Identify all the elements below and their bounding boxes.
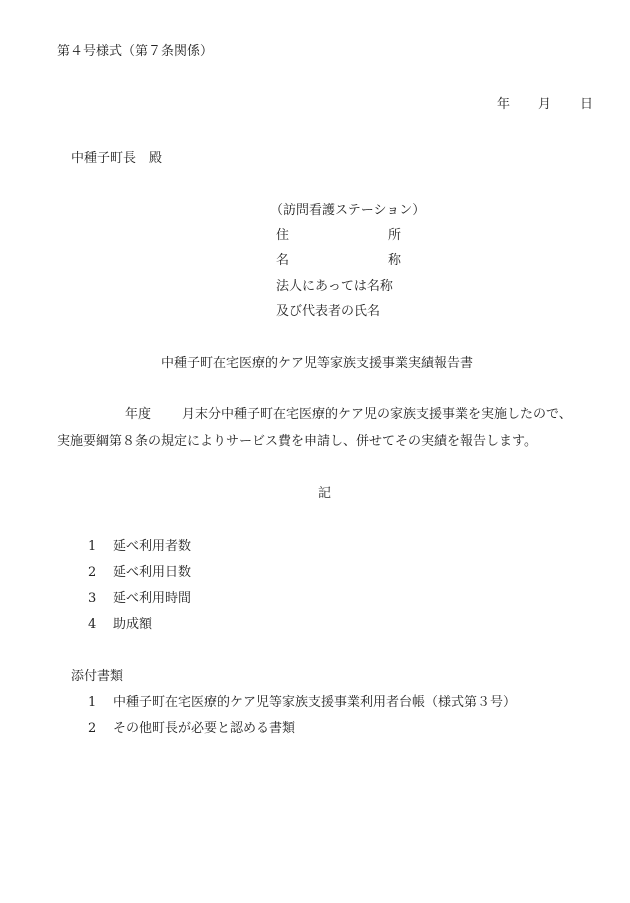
addressee: 中種子町長 殿 [71,151,163,166]
corp-label-line2: 及び代表者の氏名 [276,304,381,319]
ki-label: 記 [318,486,332,501]
item-1-num: 1 [88,539,97,554]
attachment-1-label: 中種子町在宅医療的ケア児等家族支援事業利用者台帳（様式第３号） [113,695,517,710]
item-2-num: 2 [88,565,97,580]
body-line1: 月末分中種子町在宅医療的ケア児の家族支援事業を実施したので、 [182,407,572,422]
item-3-num: 3 [88,591,97,606]
attachment-2-num: 2 [88,721,97,736]
applicant-org-type: （訪問看護ステーション） [270,203,426,218]
body-line2: 実施要綱第８条の規定によりサービス費を申請し、併せてその実績を報告します。 [57,434,537,449]
item-3-label: 延べ利用時間 [113,591,192,606]
document-title: 中種子町在宅医療的ケア児等家族支援事業実績報告書 [161,356,474,371]
attachment-1-num: 1 [88,695,97,710]
item-4-label: 助成額 [113,617,153,632]
item-1-label: 延べ利用者数 [113,539,192,554]
form-number: 第４号様式（第７条関係） [57,44,214,59]
attachments-heading: 添付書類 [71,669,124,684]
month-label: 月 [538,97,552,112]
fiscal-year-label: 年度 [125,407,152,422]
year-label: 年 [497,97,511,112]
item-2-label: 延べ利用日数 [113,565,192,580]
item-4-num: 4 [88,617,97,632]
attachment-2-label: その他町長が必要と認める書類 [113,721,296,736]
day-label: 日 [580,97,594,112]
corp-label-line1: 法人にあっては名称 [276,279,393,294]
